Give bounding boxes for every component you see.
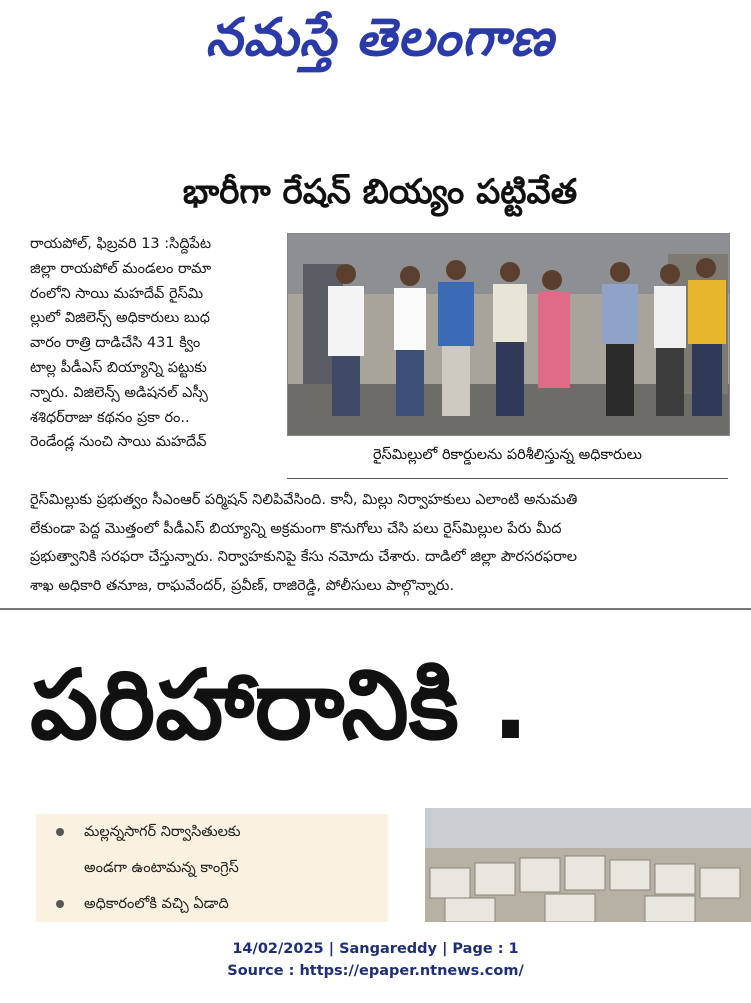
footer-separator: |: [442, 941, 453, 957]
footer-meta: [0, 938, 751, 960]
column-line: టాల్ల పీడీఎస్ బియ్యాన్ని పట్టుకు: [30, 359, 207, 376]
houses-photo: [425, 808, 751, 922]
column-line: రెండేండ్ల నుంచి సాయి మహదేవ్: [30, 434, 207, 451]
photo-caption: రైస్‌మిల్లులో రికార్డులను పరిశీలిస్తున్న అధికారులు: [287, 440, 728, 479]
column-line: రాయపోల్, ఫిబ్రవరి 13 :సిద్దిపేట: [30, 236, 212, 252]
column-line: శశిధర్‌రాజు కథనం ప్రకా రం..: [30, 409, 190, 426]
body-line: రైస్‌మిల్లుకు ప్రభుత్వం సీఎంఆర్ పర్మిషన్ నిలిపివేసింది. కానీ, మిల్లు నిర్వాహకులు ఎలాంటి అనుమతి: [30, 492, 578, 508]
footer-date: 14/02/2025: [232, 941, 324, 957]
footer-source[interactable]: Source : https://epaper.ntnews.com/: [227, 963, 524, 979]
article-body: [30, 486, 750, 600]
article-photo: [287, 233, 730, 436]
footer-separator: |: [328, 941, 340, 957]
officials-inspection-photo: [288, 234, 729, 435]
highlight-item: [36, 818, 388, 846]
page-footer: [0, 938, 751, 982]
column-line: జిల్లా రాయపోల్ మండలం రామా: [30, 260, 212, 277]
highlights-box: [36, 814, 388, 922]
highlight-text: మల్లన్నసాగర్ నిర్వాసితులకు: [84, 824, 241, 840]
housing-colony-photo: [425, 808, 751, 922]
column-line: రంలోని సాయి మహదేవ్ రైస్‌మి: [30, 285, 204, 302]
bullet-icon: [56, 900, 64, 908]
body-line: ప్రభుత్వానికి సరఫరా చేస్తున్నారు. నిర్వాహకునిపై కేసు నమోదు చేశారు. దాడిలో జిల్లా పౌరసరఫరాల: [30, 549, 578, 565]
second-headline: పరిహారానికి .: [30, 649, 529, 761]
body-line: శాఖ అధికారి తనూజ, రాఘవేందర్, ప్రవీణ్, రాజిరెడ్డి, పోలీసులు పాల్గొన్నారు.: [30, 577, 455, 594]
bullet-icon: [56, 828, 64, 836]
highlight-text: అధికారంలోకి వచ్చి ఏడాది: [84, 896, 229, 912]
article-column: [30, 232, 280, 455]
footer-edition: Sangareddy: [339, 941, 437, 957]
highlight-text: అండగా ఉంటామన్న కాంగ్రెస్: [84, 860, 239, 876]
column-line: వారం రాత్రి దాడిచేసి 431 క్విం: [30, 335, 201, 352]
body-line: లేకుండా పెద్ద మొత్తంలో పీడీఎస్ బియ్యాన్ని అక్రమంగా కొనుగోలు చేసి పలు రైస్‌మిల్లుల పేరు మీద: [30, 520, 562, 537]
column-line: ల్లులో విజిలెన్స్ అధికారులు బుధ: [30, 310, 211, 327]
highlight-item: [36, 890, 388, 918]
section-divider: [0, 608, 751, 610]
article-headline: భారీగా రేషన్ బియ్యం పట్టివేత: [182, 172, 578, 212]
masthead: నమస్తే తెలంగాణ: [205, 8, 555, 68]
footer-page: Page : 1: [452, 941, 519, 957]
column-line: న్నారు. విజిలెన్స్ అడిషనల్ ఎస్సీ: [30, 384, 208, 401]
highlight-item: [36, 854, 388, 882]
